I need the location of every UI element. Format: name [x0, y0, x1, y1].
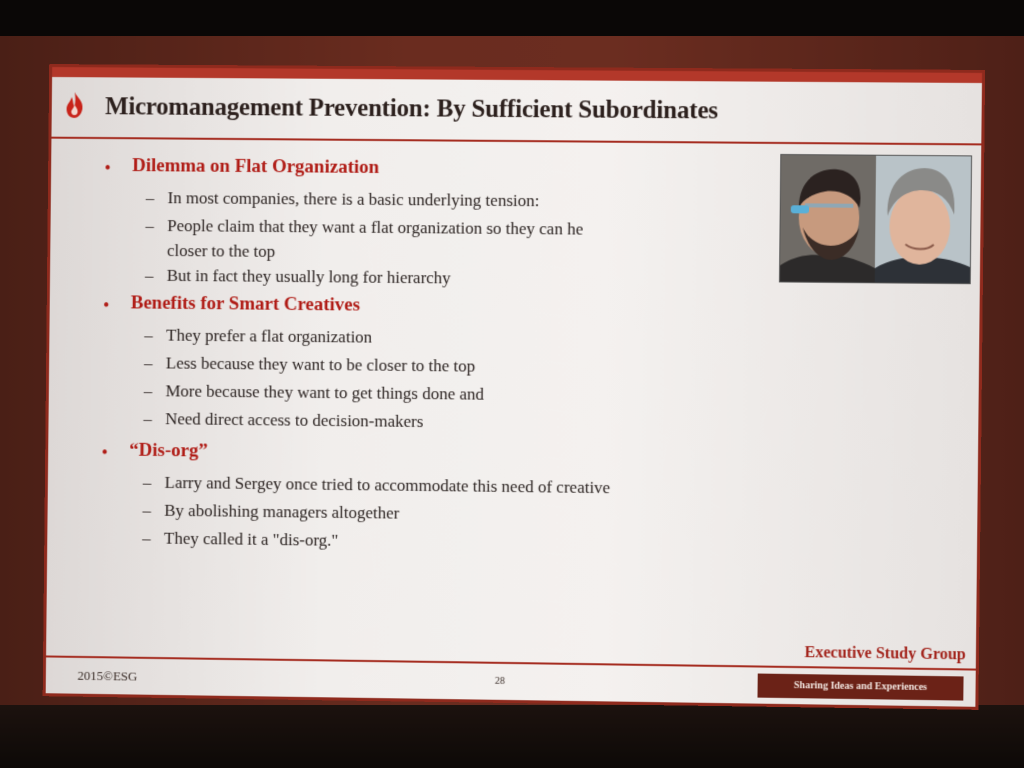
dash-marker: –: [145, 188, 155, 208]
dash-marker: –: [142, 472, 152, 492]
section-dilemma: [93, 155, 773, 297]
list-item: [94, 213, 626, 267]
flame-icon: [64, 91, 86, 119]
list-item: [92, 405, 771, 440]
list-item-text: In most companies, there is a basic underlying tension:: [167, 188, 540, 211]
dash-marker: –: [143, 353, 153, 373]
slide-title: Micromanagement Prevention: By Sufficient Subordinates: [105, 93, 719, 125]
slide-content: [91, 155, 774, 561]
list-item-text: But in fact they usually long for hierarchy: [166, 265, 451, 288]
dash-marker: –: [144, 325, 153, 345]
dash-marker: –: [142, 528, 151, 548]
section-heading: Dilemma on Flat Organization: [132, 155, 380, 178]
dash-marker: –: [143, 381, 153, 401]
room-floor: [0, 705, 1024, 768]
brand-name: Executive Study Group: [804, 644, 966, 664]
dash-marker: –: [142, 500, 152, 520]
copyright-text: 2015©ESG: [77, 667, 138, 684]
list-item: [93, 262, 772, 296]
room-ceiling: [0, 0, 1024, 40]
dash-marker: –: [145, 215, 155, 235]
bullet-dot: •: [102, 295, 110, 316]
dash-marker: –: [143, 409, 153, 429]
list-item-text: People claim that they want a flat organization so they can he closer to the top: [166, 216, 584, 261]
list-item-text: Need direct access to decision-makers: [165, 409, 424, 432]
list-item-text: They called it a "dis-org.": [163, 528, 339, 550]
title-divider: [51, 137, 981, 146]
tagline-banner: Sharing Ideas and Experiences: [757, 674, 963, 701]
list-item-text: Larry and Sergey once tried to accommodate this need of creative: [164, 472, 611, 498]
section-benefits: [92, 292, 772, 441]
founders-photo: [779, 154, 972, 284]
page-number: 28: [494, 675, 505, 687]
presentation-slide: [46, 67, 982, 707]
section-heading: Benefits for Smart Creatives: [130, 292, 361, 316]
dash-marker: –: [144, 265, 154, 285]
list-item-text: More because they want to get things done and: [165, 381, 485, 404]
list-item-text: Less because they want to be closer to the top: [165, 353, 476, 376]
list-item-text: They prefer a flat organization: [166, 325, 373, 347]
bullet-dot: •: [101, 442, 108, 463]
list-item-text: By abolishing managers altogether: [164, 500, 400, 523]
section-dis-org: [91, 439, 771, 561]
bullet-dot: •: [104, 157, 111, 178]
section-heading: “Dis-org”: [129, 439, 208, 462]
